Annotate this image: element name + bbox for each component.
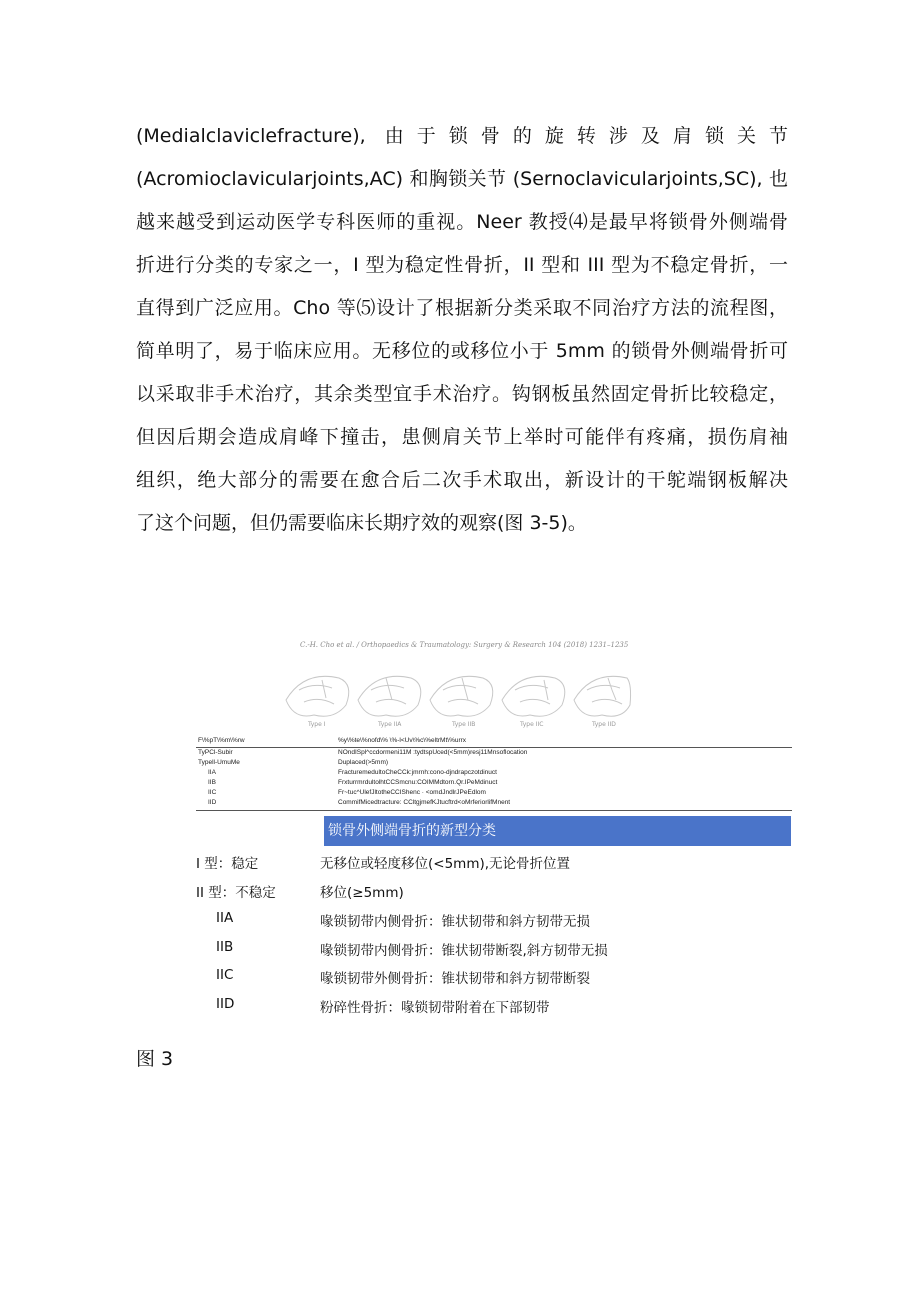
table-cell-desc: FrxturrmrdultolhtCCSmcnu:COIMMdtorn.Qr.IPeMdinuct	[338, 779, 498, 786]
paragraph-line: 直得到广泛应用。Cho 等⑸设计了根据新分类采取不同治疗方法的流程图，	[136, 297, 788, 319]
classification-desc: 移位(≥5mm)	[320, 885, 404, 901]
table-row	[196, 758, 792, 768]
classification-desc: 喙锁韧带内侧骨折：锥状韧带和斜方韧带无损	[320, 914, 590, 930]
table-cell-type: IID	[208, 799, 217, 806]
classification-row	[196, 910, 696, 940]
table-header	[196, 737, 792, 748]
xray-type-iid	[574, 676, 631, 716]
classification-desc: 喙锁韧带内侧骨折：锥状韧带断裂,斜方韧带无损	[320, 943, 608, 959]
paragraph-line: (Medialclaviclefracture), 由于锁骨的旋转涉及肩锁关节	[136, 125, 788, 147]
table-cell-desc: Fr~tuc^UlefJltotheCCIShenc · <omdJndlrJPeEdlom	[338, 789, 486, 796]
xray-type-iia	[358, 676, 421, 716]
table-row	[196, 778, 792, 788]
xray-label: Type IID	[592, 721, 616, 728]
classification-desc: 粉碎性骨折：喙锁韧带附着在下部韧带	[320, 1000, 550, 1016]
table-cell-type: Typell-UmuMe	[198, 759, 240, 766]
classification-type: I 型：稳定	[196, 856, 259, 872]
table-cell-type: IIB	[208, 779, 216, 786]
classification-row	[196, 939, 696, 969]
classification-row	[196, 996, 696, 1026]
figure-caption: 图 3	[136, 1048, 174, 1070]
xray-type-iic	[502, 676, 565, 716]
xray-label: Type IIA	[378, 721, 402, 728]
xray-type-i	[286, 676, 349, 716]
paragraph-line: 越来越受到运动医学专科医师的重视。Neer 教授⑷是最早将锁骨外侧端骨	[136, 211, 788, 233]
table-header-type: F\%pT\%m\%rw	[198, 737, 245, 744]
classification-type: IID	[216, 996, 235, 1012]
classification-desc: 喙锁韧带外侧骨折：锥状韧带和斜方韧带断裂	[320, 971, 590, 987]
table-bottom-rule	[196, 810, 792, 811]
xray-illustrations	[284, 660, 634, 730]
classification-desc: 无移位或轻度移位(<5mm),无论骨折位置	[320, 856, 571, 872]
body-paragraph	[136, 115, 788, 545]
table-row	[196, 788, 792, 798]
table-row	[196, 748, 792, 758]
classification-type: IIA	[216, 910, 234, 926]
table-cell-type: IIC	[208, 789, 217, 796]
paragraph-line: 但因后期会造成肩峰下撞击，患侧肩关节上举时可能伴有疼痛，损伤肩袖	[136, 426, 788, 448]
table-cell-desc: Duplaced(>5mm)	[338, 759, 389, 766]
original-classification-table	[196, 737, 792, 808]
xray-label: Type IIC	[520, 721, 544, 728]
classification-type: IIC	[216, 967, 234, 983]
paragraph-line: 组织，绝大部分的需要在愈合后二次手术取出，新设计的干鸵端钢板解决	[136, 469, 788, 491]
classification-row	[196, 881, 696, 911]
table-cell-desc: FracturemedultoCheCCk:jmrnh:cono-djndrapczotdinuct	[338, 769, 497, 776]
xray-label: Type IIB	[452, 721, 476, 728]
classification-banner: 锁骨外侧端骨折的新型分类	[324, 816, 791, 846]
xray-type-iib	[430, 676, 493, 716]
paragraph-line: 简单明了，易于临床应用。无移位的或移位小于 5mm 的锁骨外侧端骨折可	[136, 340, 788, 362]
paragraph-line: 折进行分类的专家之一，I 型为稳定性骨折，II 型和 III 型为不稳定骨折，一	[136, 254, 788, 276]
classification-row	[196, 852, 696, 882]
xray-label: Type I	[308, 721, 326, 728]
table-cell-desc: CommifMicedtracture: CCltgjmefKJtucftrd<oMrferiorlifMnent	[338, 799, 511, 806]
table-cell-desc: NOndISpl^ccdormeni11M :tydtspUced(<5mm)resj11Mnsoflocation	[338, 749, 528, 756]
paragraph-line: 了这个问题，但仍需要临床长期疗效的观察(图 3-5)。	[136, 512, 587, 534]
paragraph-line: (Acromioclavicularjoints,AC) 和胸锁关节 (Sernoclavicularjoints,SC), 也	[136, 168, 788, 190]
paragraph-line: 以采取非手术治疗，其余类型宜手术治疗。钩钢板虽然固定骨折比较稳定，	[136, 383, 788, 405]
figure-citation: C.-H. Cho et al. / Orthopaedics & Traumatology: Surgery & Research 104 (2018) 1231–1235	[300, 641, 629, 649]
table-row	[196, 768, 792, 778]
classification-type: II 型：不稳定	[196, 885, 276, 901]
table-row	[196, 798, 792, 808]
classification-row	[196, 967, 696, 997]
classification-type: IIB	[216, 939, 234, 955]
table-header-desc: %y\%te\%nofd\% \%-l<Uv\%c\%eltrMt\%urrx	[338, 737, 467, 744]
table-cell-type: IIA	[208, 769, 216, 776]
table-cell-type: TyPCl-Subir	[198, 749, 233, 756]
